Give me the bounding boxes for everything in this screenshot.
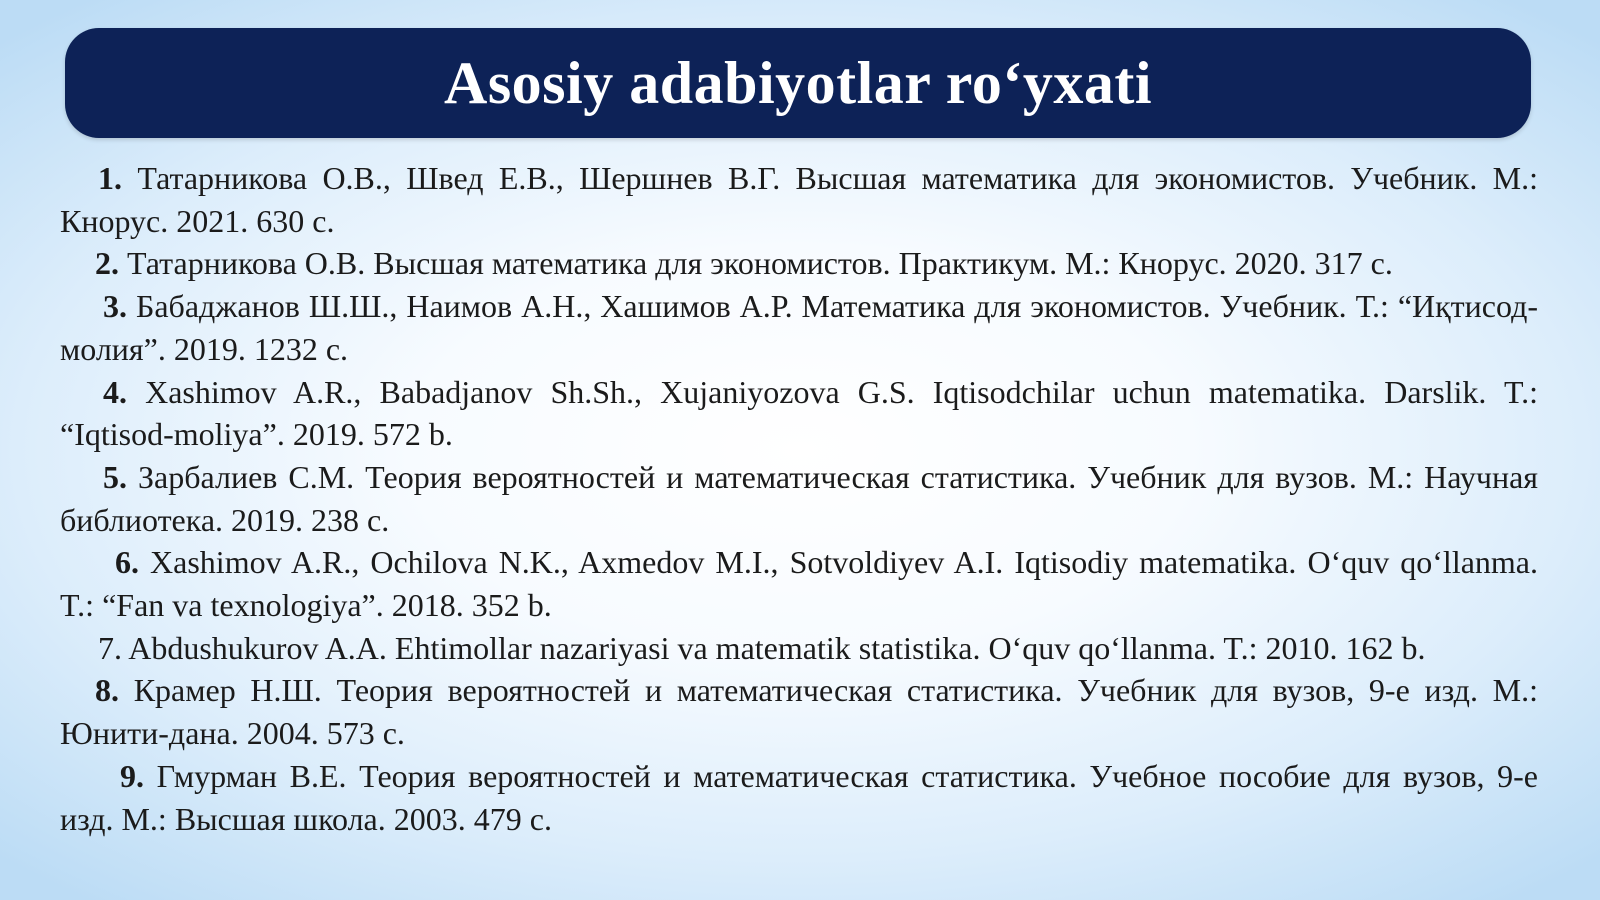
reference-number: 1. <box>98 160 122 196</box>
reference-text: Xashimov A.R., Babadjanov Sh.Sh., Xujaniyozova G.S. Iqtisodchilar uchun matematika. Darslik. T.: “Iqtisod-moliya”. 2019. 572 b. <box>60 373 1538 453</box>
reference-text: Татарникова О.В., Швед Е.В., Шершнев В.Г. Высшая математика для экономистов. Учебник. М.: Кнорус. 2021. 630 с. <box>60 160 1538 239</box>
reference-item <box>60 755 1538 840</box>
reference-text: Гмурман В.Е. Теория вероятностей и математическая статистика. Учебное пособие для вузов, 9-е изд. М.: Высшая школа. 2003. 479 с. <box>60 757 1538 837</box>
reference-text: Abdushukurov A.A. Ehtimollar nazariyasi va matematik statistika. O‘quv qo‘llanma. T.: 2010. 162 b. <box>122 629 1426 666</box>
page-title: Asosiy adabiyotlar ro‘yxati <box>444 49 1152 116</box>
reference-text: Татарникова О.В. Высшая математика для экономистов. Практикум. М.: Кнорус. 2020. 317 с. <box>119 245 1393 282</box>
reference-number: 3. <box>103 288 127 325</box>
reference-item <box>60 541 1538 626</box>
reference-number: 7. <box>98 629 122 666</box>
reference-number: 4. <box>103 373 127 410</box>
reference-text: Xashimov A.R., Ochilova N.K., Axmedov M.I., Sotvoldiyev A.I. Iqtisodiy matematika. O‘quv qo‘llanma. T.: “Fan va texnologiya”. 2018. 352 b. <box>60 544 1538 624</box>
title-banner <box>65 28 1531 138</box>
reference-item <box>60 157 1538 242</box>
reference-text: Крамер Н.Ш. Теория вероятностей и математическая статистика. Учебник для вузов, 9-е изд. М.: Юнити-дана. 2004. 573 с. <box>60 672 1538 752</box>
reference-text: Бабаджанов Ш.Ш., Наимов А.Н., Хашимов А.Р. Математика для экономистов. Учебник. Т.: “Иқтисод-молия”. 2019. 1232 с. <box>60 288 1538 367</box>
reference-item <box>60 456 1538 541</box>
reference-number: 5. <box>103 458 127 495</box>
reference-item <box>60 627 1538 670</box>
reference-item <box>60 285 1538 370</box>
reference-number: 8. <box>95 672 119 709</box>
reference-item <box>60 242 1538 285</box>
reference-item <box>60 669 1538 754</box>
reference-list <box>60 157 1538 840</box>
reference-number: 6. <box>115 544 139 581</box>
reference-text: Зарбалиев С.М. Теория вероятностей и математическая статистика. Учебник для вузов. М.: Научная библиотека. 2019. 238 с. <box>60 458 1538 538</box>
reference-number: 2. <box>95 245 119 282</box>
reference-item <box>60 371 1538 456</box>
reference-number: 9. <box>120 757 144 794</box>
